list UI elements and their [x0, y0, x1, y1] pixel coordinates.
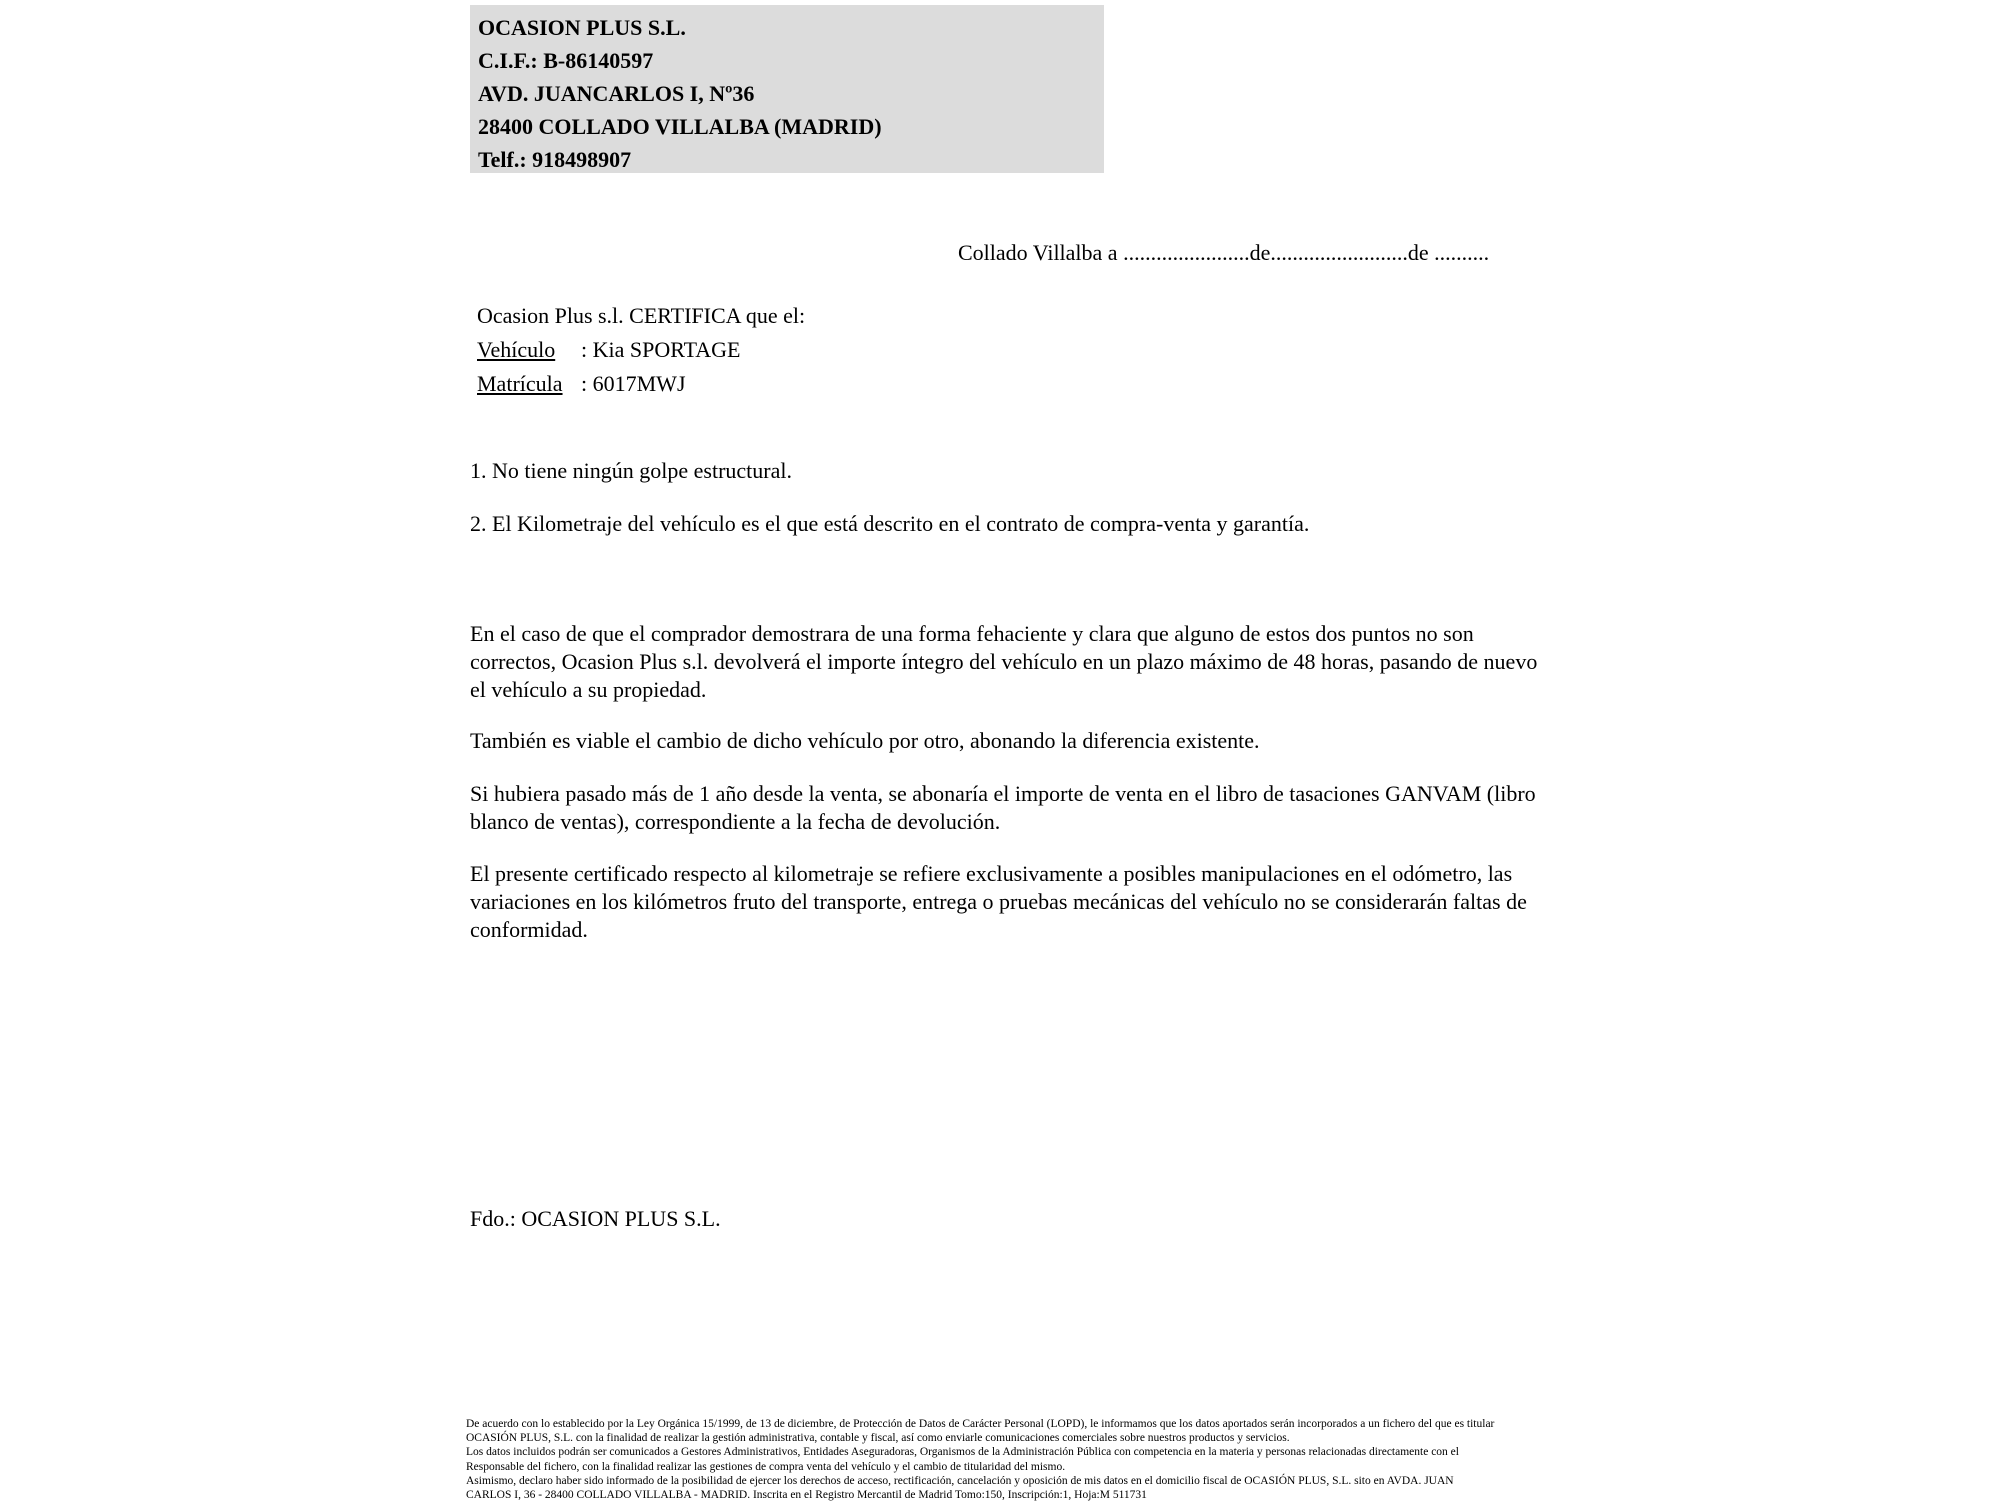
- legal-line-3: Los datos incluidos podrán ser comunicados a Gestores Administrativos, Entidades Aseguradoras, Organismos de la Administración Pública con competencia en la materia y personas relacionadas directamente con el: [466, 1446, 1459, 1459]
- paragraph-odometer-disclaimer: El presente certificado respecto al kilometraje se refiere exclusivamente a posibles manipulaciones en el odómetro, las variaciones en los kilómetros fruto del transporte, entrega o pruebas mecánicas del vehículo no se considerarán faltas de conformidad.: [470, 861, 1527, 942]
- company-header-box: [470, 5, 1104, 173]
- plate-label: Matrícula: [477, 371, 563, 396]
- vehicle-row: [477, 337, 740, 363]
- company-phone: Telf.: 918498907: [478, 147, 632, 172]
- legal-line-5: Asimismo, declaro haber sido informado de la posibilidad de ejercer los derechos de acceso, rectificación, cancelación y oposición de mis datos en el domicilio fiscal de OCASIÓN PLUS, S.L. sito en AVDA. JUAN: [466, 1474, 1454, 1487]
- company-address: AVD. JUANCARLOS I, Nº36: [478, 81, 755, 106]
- legal-line-1: De acuerdo con lo establecido por la Ley Orgánica 15/1999, de 13 de diciembre, de Protección de Datos de Carácter Personal (LOPD), le informamos que los datos aportados serán incorporados a un fichero del que es titular: [466, 1418, 1495, 1430]
- paragraph-vehicle-exchange: También es viable el cambio de dicho vehículo por otro, abonando la diferencia existente.: [470, 728, 1260, 753]
- legal-line-2: OCASIÓN PLUS, S.L. con la finalidad de realizar la gestión administrativa, contable y fiscal, así como enviarle comunicaciones comerciales sobre nuestros productos y servicios.: [466, 1432, 1290, 1445]
- date-line: Collado Villalba a .......................de.........................de ..........: [958, 240, 1490, 265]
- vehicle-label: Vehículo: [477, 337, 556, 362]
- legal-footer: [466, 1417, 1586, 1502]
- paragraph-ganvam-valuation: Si hubiera pasado más de 1 año desde la venta, se abonaría el importe de venta en el libro de tasaciones GANVAM (libro blanco de ventas), correspondiente a la fecha de devolución.: [470, 781, 1536, 834]
- signature-line: Fdo.: OCASION PLUS S.L.: [470, 1206, 721, 1231]
- plate-row: [477, 371, 686, 397]
- paragraph-refund-guarantee: En el caso de que el comprador demostrara de una forma fehaciente y clara que alguno de estos dos puntos no son correctos, Ocasion Plus s.l. devolverá el importe íntegro del vehículo en un plazo máximo de 48 horas, pasando de nuevo el vehículo a su propiedad.: [470, 621, 1538, 702]
- legal-line-6: CARLOS I, 36 - 28400 COLLADO VILLALBA - MADRID. Inscrita en el Registro Mercantil de Madrid Tomo:150, Inscripción:1, Hoja:M 511731: [466, 1489, 1147, 1502]
- company-city: 28400 COLLADO VILLALBA (MADRID): [478, 114, 882, 139]
- plate-value: : 6017MWJ: [581, 371, 686, 396]
- certified-point-1: 1. No tiene ningún golpe estructural.: [470, 458, 792, 483]
- company-name: OCASION PLUS S.L.: [478, 15, 686, 40]
- company-cif: C.I.F.: B-86140597: [478, 48, 654, 73]
- vehicle-value: : Kia SPORTAGE: [581, 337, 741, 362]
- certify-intro: Ocasion Plus s.l. CERTIFICA que el:: [477, 303, 806, 328]
- legal-line-4: Responsable del fichero, con la finalidad realizar las gestiones de compra venta del vehículo y el cambio de titularidad del mismo.: [466, 1460, 1066, 1473]
- certified-point-2: 2. El Kilometraje del vehículo es el que está descrito en el contrato de compra-venta y garantía.: [470, 511, 1310, 536]
